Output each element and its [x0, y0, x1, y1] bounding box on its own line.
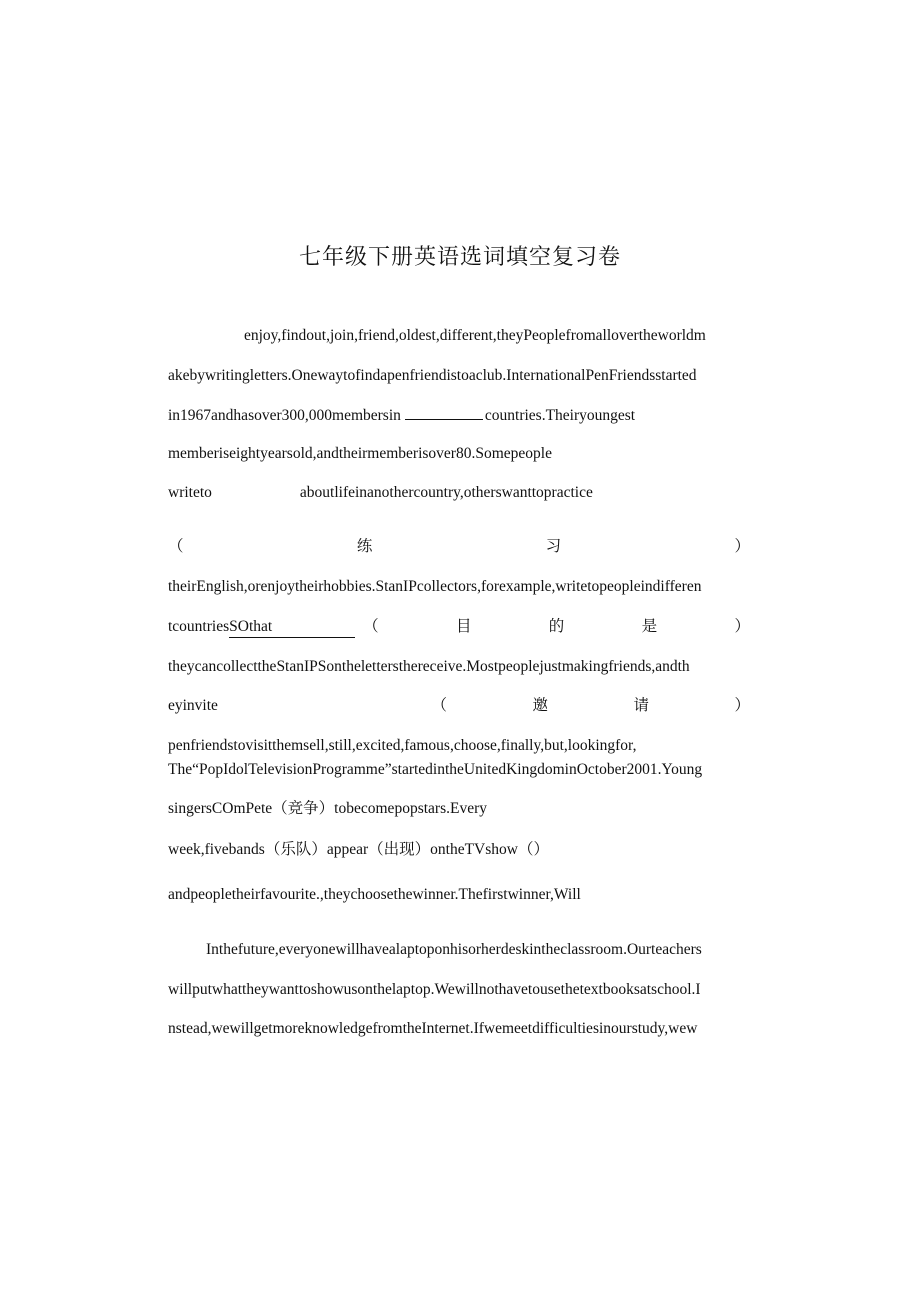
annotation-char: 是 — [641, 618, 658, 635]
passage3-line2: willputwhattheywanttoshowusonthelaptop.Wewillnothavetousethetextbooksatschool.I — [168, 981, 701, 998]
annotation-char: 目 — [455, 618, 472, 635]
passage2-line3: singersCOmPete（竞争）tobecomepopstars.Every — [168, 800, 487, 817]
passage1-line8 — [168, 617, 750, 638]
passage1-line5 — [168, 483, 758, 503]
annotation-char: 练 — [356, 538, 373, 555]
passage1-line1: enjoy,findout,join,friend,oldest,different,theyPeoplefromallovertheworldm — [244, 327, 706, 344]
annotation-char: 的 — [548, 618, 565, 635]
passage2-line5: andpeopletheirfavourite.,theychoosethewinner.Thefirstwinner,Will — [168, 886, 581, 903]
annotation-char: 邀 — [532, 697, 548, 714]
answer-blank[interactable] — [405, 405, 483, 420]
annotation-char: 请 — [633, 697, 649, 714]
passage1-line7: theirEnglish,orenjoytheirhobbies.StanIPcollectors,forexample,writetopeopleindifferen — [168, 578, 702, 595]
passage1-line5-start: writeto — [168, 484, 212, 501]
passage2-line4: week,fivebands（乐队）appear（出现）ontheTVshow（） — [168, 841, 549, 858]
passage1-line3 — [168, 405, 758, 426]
passage2-line1: penfriendstovisitthemsell,still,excited,famous,choose,finally,but,lookingfor, — [168, 737, 637, 754]
passage1-line5-end: aboutlifeinanothercountry,otherswanttopractice — [299, 484, 593, 501]
passage1-line4: memberiseightyearsold,andtheirmemberisover80.Somepeople — [168, 445, 552, 462]
passage3-line3: nstead,wewillgetmoreknowledgefromtheInternet.Ifwemeetdifficultiesinourstudy,wew — [168, 1020, 698, 1037]
paren-close: ） — [734, 618, 750, 635]
passage1-line10-start: eyinvite — [168, 697, 218, 714]
paren-close: ） — [734, 538, 750, 555]
paren-open: （ — [168, 538, 184, 555]
page-title: 七年级下册英语选词填空复习卷 — [298, 245, 621, 270]
passage1-line8-annotation — [363, 617, 750, 637]
answer-blank-filled[interactable]: SOthat — [229, 617, 355, 638]
paren-open: （ — [431, 697, 447, 714]
passage1-line6-annotation — [168, 537, 750, 557]
passage2-line2: The“PopIdolTelevisionProgramme”startedintheUnitedKingdominOctober2001.Young — [168, 761, 703, 778]
annotation-char: 习 — [545, 538, 562, 555]
passage1-line2: akebywritingletters.Onewaytofindapenfriendistoaclub.InternationalPenFriendsstarted — [168, 367, 697, 384]
passage1-line3-start: in1967andhasover300,000membersin — [168, 407, 401, 424]
passage1-line9: theycancollecttheStanIPSonthelettersthereceive.Mostpeoplejustmakingfriends,andth — [168, 658, 690, 675]
passage3-line1: Inthefuture,everyonewillhavealaptoponhisorherdeskintheclassroom.Ourteachers — [206, 941, 702, 958]
paren-close: ） — [734, 697, 750, 714]
paren-open: （ — [363, 618, 379, 635]
passage1-line8-start: tcountries — [168, 618, 230, 635]
passage1-line3-end: countries.Theiryoungest — [484, 407, 636, 424]
passage1-line10 — [168, 696, 750, 716]
